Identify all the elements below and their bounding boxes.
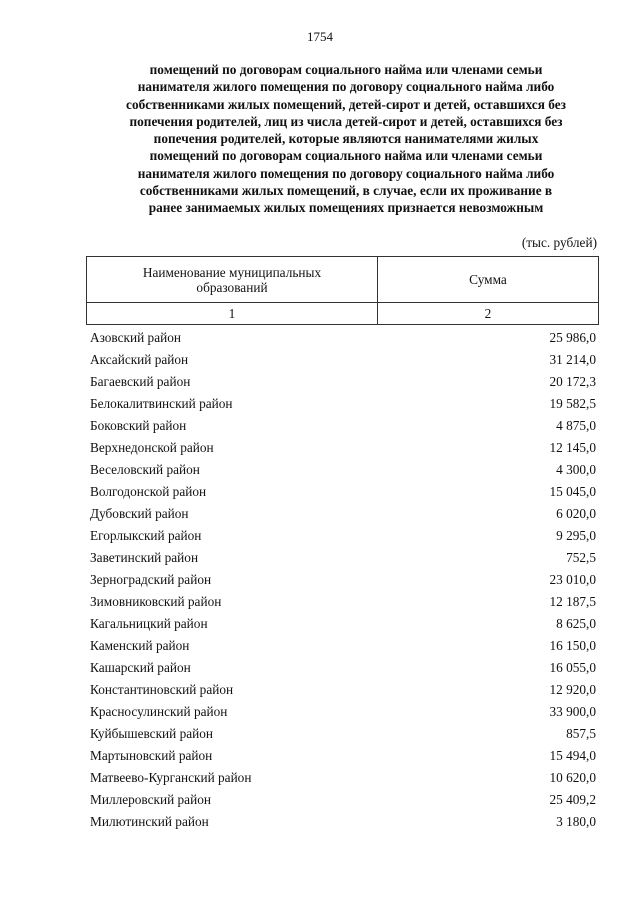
amount: 8 625,0 (556, 616, 596, 631)
table-row (90, 613, 596, 635)
amount: 19 582,5 (549, 396, 596, 411)
table-row (90, 569, 596, 591)
municipality-name: Кагальницкий район (90, 616, 208, 631)
municipality-name: Багаевский район (90, 374, 191, 389)
amount: 9 295,0 (556, 528, 596, 543)
amount: 12 145,0 (549, 440, 596, 455)
municipality-name: Аксайский район (90, 352, 189, 367)
municipality-name: Дубовский район (90, 506, 189, 521)
amount: 6 020,0 (556, 506, 596, 521)
page-number: 1754 (307, 29, 333, 44)
municipality-name: Веселовский район (90, 462, 200, 477)
table-row (90, 459, 596, 481)
municipality-name: Белокалитвинский район (90, 396, 233, 411)
table-row (90, 327, 596, 349)
table-row (90, 635, 596, 657)
table-body (90, 327, 596, 833)
amount: 16 150,0 (549, 638, 596, 653)
table-row (90, 591, 596, 613)
header-name-line: Наименование муниципальных (142, 264, 322, 280)
municipality-name: Волгодонской район (90, 484, 207, 499)
heading-line: помещений по договорам социального найма или членами семьи (149, 148, 543, 164)
table-row (90, 679, 596, 701)
amount: 15 045,0 (549, 484, 596, 499)
municipality-name: Миллеровский район (90, 792, 211, 807)
municipality-name: Егорлыкский район (90, 528, 202, 543)
municipality-name: Кашарский район (90, 660, 191, 675)
table-row (90, 371, 596, 393)
table-row (90, 657, 596, 679)
municipality-name: Матвеево-Курганский район (90, 770, 252, 785)
amount: 25 409,2 (549, 792, 596, 807)
amount: 857,5 (566, 726, 596, 741)
header-sum: Сумма (378, 257, 599, 303)
amount: 4 875,0 (556, 418, 596, 433)
amount: 25 986,0 (549, 330, 596, 345)
table-row (90, 789, 596, 811)
heading-line: нанимателя жилого помещения по договору социального найма либо (137, 165, 555, 181)
table-row (90, 701, 596, 723)
table-row (90, 437, 596, 459)
amount: 31 214,0 (549, 352, 596, 367)
table-row (90, 723, 596, 745)
table-row (90, 811, 596, 833)
amount: 16 055,0 (549, 660, 596, 675)
municipality-name: Куйбышевский район (90, 726, 214, 741)
amount: 15 494,0 (549, 748, 596, 763)
heading-line: собственниками жилых помещений, детей-сирот и детей, оставшихся без (126, 96, 566, 112)
amount: 752,5 (566, 550, 596, 565)
table-row (90, 503, 596, 525)
column-number-2: 2 (378, 303, 599, 325)
unit-note: (тыс. рублей) (521, 235, 597, 250)
municipality-name: Заветинский район (90, 550, 199, 565)
municipality-name: Константиновский район (90, 682, 234, 697)
amount: 12 920,0 (549, 682, 596, 697)
municipality-name: Боковский район (90, 418, 187, 433)
table-row (90, 349, 596, 371)
municipality-name: Мартыновский район (90, 748, 213, 763)
municipality-name: Каменский район (90, 638, 190, 653)
municipality-name: Милютинский район (90, 814, 209, 829)
heading-line: помещений по договорам социального найма или членами семьи (149, 62, 543, 77)
municipality-name: Красносулинский район (90, 704, 228, 719)
table-row (90, 481, 596, 503)
table-row (90, 547, 596, 569)
amount: 23 010,0 (549, 572, 596, 587)
heading-line: попечения родителей, лиц из числа детей-сирот и детей, оставшихся без (129, 113, 563, 129)
heading-line: попечения родителей, которые являются нанимателями жилых (153, 131, 539, 147)
header-municipality-name (87, 257, 378, 303)
table-row (90, 525, 596, 547)
column-number-1: 1 (87, 303, 378, 325)
heading-line: нанимателя жилого помещения по договору социального найма либо (137, 79, 555, 95)
municipality-name: Азовский район (90, 330, 181, 345)
header-name-line: образований (196, 279, 268, 295)
municipality-name: Зимовниковский район (90, 594, 222, 609)
table-row (90, 393, 596, 415)
amount: 3 180,0 (556, 814, 596, 829)
amount: 33 900,0 (549, 704, 596, 719)
amount: 4 300,0 (556, 462, 596, 477)
table-row (90, 767, 596, 789)
heading-line: собственниками жилых помещений, в случае, если их проживание в (139, 183, 553, 199)
heading-line: ранее занимаемых жилых помещениях признается невозможным (148, 200, 544, 216)
table-header (86, 256, 599, 325)
amount: 12 187,5 (549, 594, 596, 609)
section-heading (86, 61, 606, 217)
amount: 20 172,3 (549, 374, 596, 389)
amount: 10 620,0 (549, 770, 596, 785)
municipality-name: Зерноградский район (90, 572, 212, 587)
municipality-name: Верхнедонской район (90, 440, 214, 455)
table-row (90, 415, 596, 437)
table-row (90, 745, 596, 767)
